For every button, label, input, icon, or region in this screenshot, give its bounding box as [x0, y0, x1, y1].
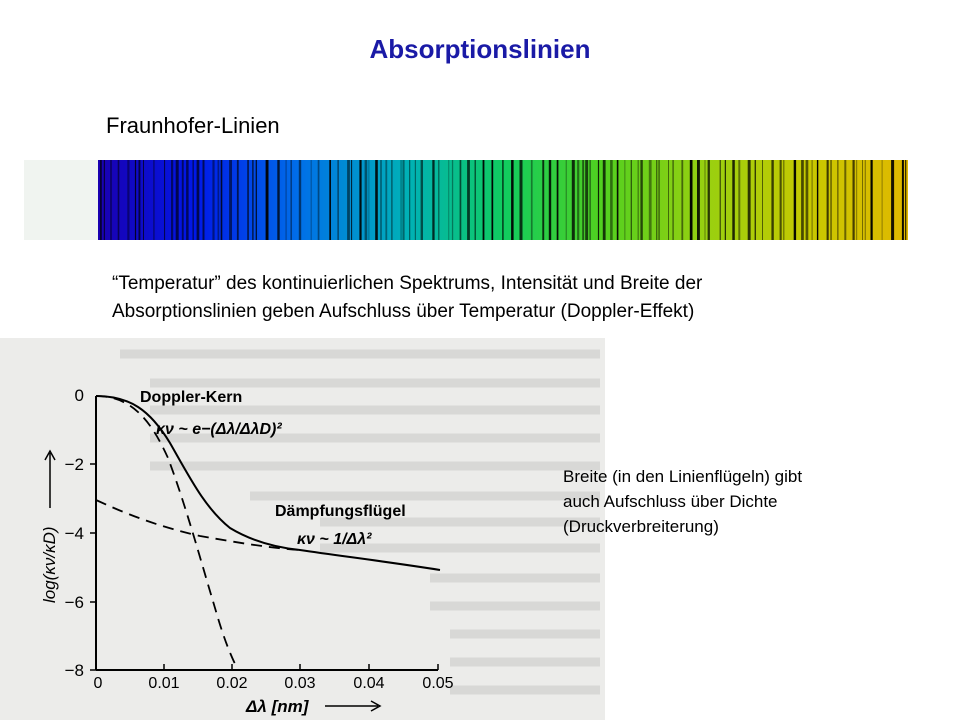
description-line: “Temperatur” des kontinuierlichen Spektrums, Intensität und Breite der	[112, 273, 703, 294]
absorption-line	[104, 160, 105, 240]
absorption-line	[844, 160, 846, 240]
absorption-line	[520, 160, 523, 240]
y-tick-label: −8	[64, 661, 84, 680]
absorption-line	[631, 160, 632, 240]
absorption-line	[143, 160, 144, 240]
absorption-line	[182, 160, 184, 240]
absorption-line	[221, 160, 223, 240]
absorption-line	[625, 160, 626, 240]
absorption-line	[511, 160, 513, 240]
absorption-line	[801, 160, 804, 240]
absorption-line	[139, 160, 141, 240]
absorption-line	[483, 160, 485, 240]
absorption-line	[755, 160, 756, 240]
absorption-line	[640, 160, 642, 240]
absorption-line	[502, 160, 504, 240]
absorption-line	[871, 160, 873, 240]
absorption-line	[659, 160, 660, 240]
absorption-line	[291, 160, 292, 240]
absorption-line	[720, 160, 721, 240]
absorption-line	[277, 160, 279, 240]
absorption-line	[385, 160, 387, 240]
absorption-line	[111, 160, 112, 240]
absorption-line	[891, 160, 894, 240]
page-title: Absorptionslinien	[369, 34, 591, 64]
absorption-line	[492, 160, 494, 240]
absorption-line	[812, 160, 813, 240]
absorption-line	[347, 160, 350, 240]
absorption-line	[681, 160, 683, 240]
absorption-line	[865, 160, 866, 240]
absorption-line	[794, 160, 796, 240]
absorption-line	[171, 160, 173, 240]
absorption-line	[329, 160, 331, 240]
absorption-line	[827, 160, 829, 240]
absorption-line	[403, 160, 405, 240]
x-tick-label: 0	[93, 675, 103, 692]
absorption-line	[154, 160, 155, 240]
absorption-line	[432, 160, 434, 240]
absorption-line	[732, 160, 735, 240]
absorption-line	[905, 160, 906, 240]
absorption-line	[817, 160, 818, 240]
damping-wing-label: Dämpfungsflügel	[275, 503, 406, 520]
absorption-line	[421, 160, 423, 240]
absorption-line	[401, 160, 402, 240]
absorption-line	[203, 160, 205, 240]
y-tick-label: −4	[64, 524, 84, 543]
absorption-line	[247, 160, 249, 240]
absorption-line	[212, 160, 214, 240]
absorption-line	[705, 160, 706, 240]
absorption-line	[589, 160, 591, 240]
absorption-line	[690, 160, 693, 240]
absorption-line	[438, 160, 440, 240]
absorption-line	[882, 160, 883, 240]
absorption-line	[708, 160, 710, 240]
absorption-line	[229, 160, 232, 240]
absorption-line	[557, 160, 559, 240]
absorption-line	[603, 160, 606, 240]
absorption-line	[475, 160, 476, 240]
absorption-line	[649, 160, 652, 240]
absorption-line	[460, 160, 462, 240]
y-axis-label: log(κν/κD)	[40, 526, 59, 603]
absorption-line	[725, 160, 726, 240]
note-line: Breite (in den Linienflügeln) gibt	[563, 467, 803, 486]
absorption-line	[542, 160, 544, 240]
absorption-line	[197, 160, 200, 240]
note-line: (Druckverbreiterung)	[563, 517, 719, 536]
absorption-line	[531, 160, 533, 240]
absorption-line	[771, 160, 773, 240]
absorption-line	[806, 160, 809, 240]
x-tick-label: 0.03	[284, 675, 316, 692]
absorption-line	[748, 160, 751, 240]
absorption-line	[577, 160, 579, 240]
absorption-line	[318, 160, 320, 240]
x-tick-label: 0.02	[216, 675, 248, 692]
absorption-line	[585, 160, 588, 240]
absorption-line	[375, 160, 378, 240]
absorption-line	[780, 160, 782, 240]
x-tick-label: 0.04	[353, 675, 385, 692]
absorption-line	[610, 160, 613, 240]
absorption-line	[617, 160, 619, 240]
absorption-line	[311, 160, 312, 240]
absorption-line	[135, 160, 136, 240]
absorption-line	[365, 160, 368, 240]
doppler-core-label: Doppler-Kern	[140, 389, 243, 406]
absorption-line	[738, 160, 740, 240]
x-tick-label: 0.05	[422, 675, 454, 692]
absorption-line	[862, 160, 863, 240]
absorption-line	[857, 160, 858, 240]
section-heading: Fraunhofer-Linien	[106, 113, 280, 138]
fraunhofer-spectrum-image	[24, 160, 908, 240]
damping-formula: κν ~ 1/Δλ²	[297, 531, 372, 548]
absorption-line	[380, 160, 382, 240]
absorption-line	[549, 160, 551, 240]
absorption-line	[668, 160, 669, 240]
absorption-line	[598, 160, 599, 240]
absorption-line	[237, 160, 239, 240]
absorption-line	[853, 160, 855, 240]
line-profile-figure	[0, 338, 605, 720]
absorption-line	[638, 160, 639, 240]
description-text	[112, 270, 892, 326]
note-line: auch Aufschluss über Dichte	[563, 492, 778, 511]
absorption-line	[697, 160, 700, 240]
absorption-line	[100, 160, 102, 240]
absorption-line	[452, 160, 453, 240]
absorption-line	[837, 160, 838, 240]
absorption-line	[902, 160, 904, 240]
absorption-line	[369, 160, 370, 240]
absorption-line	[572, 160, 575, 240]
absorption-line	[415, 160, 416, 240]
absorption-line	[218, 160, 220, 240]
absorption-line	[118, 160, 120, 240]
x-tick-label: 0.01	[148, 675, 180, 692]
absorption-line	[351, 160, 352, 240]
absorption-line	[830, 160, 832, 240]
x-axis-label: Δλ [nm]	[246, 697, 309, 716]
absorption-line	[256, 160, 257, 240]
absorption-line	[266, 160, 269, 240]
absorption-line	[582, 160, 584, 240]
density-note	[563, 464, 933, 539]
absorption-line	[409, 160, 410, 240]
absorption-line	[193, 160, 194, 240]
absorption-line	[176, 160, 179, 240]
absorption-line	[127, 160, 129, 240]
y-tick-label: −2	[64, 455, 84, 474]
absorption-line	[299, 160, 301, 240]
absorption-line	[762, 160, 763, 240]
absorption-line	[164, 160, 165, 240]
y-tick-label: 0	[74, 386, 84, 405]
absorption-line	[448, 160, 449, 240]
doppler-formula: κν ~ e−(Δλ/ΔλD)²	[156, 421, 282, 438]
absorption-line	[359, 160, 361, 240]
absorption-line	[391, 160, 392, 240]
description-line: Absorptionslinien geben Aufschluss über Temperatur (Doppler-Effekt)	[112, 301, 695, 322]
absorption-line	[566, 160, 567, 240]
absorption-line	[286, 160, 287, 240]
absorption-line	[337, 160, 339, 240]
absorption-line	[252, 160, 253, 240]
absorption-line	[467, 160, 470, 240]
y-tick-label: −6	[64, 593, 84, 612]
absorption-line	[783, 160, 784, 240]
absorption-line	[186, 160, 189, 240]
absorption-line	[656, 160, 657, 240]
absorption-line	[672, 160, 673, 240]
